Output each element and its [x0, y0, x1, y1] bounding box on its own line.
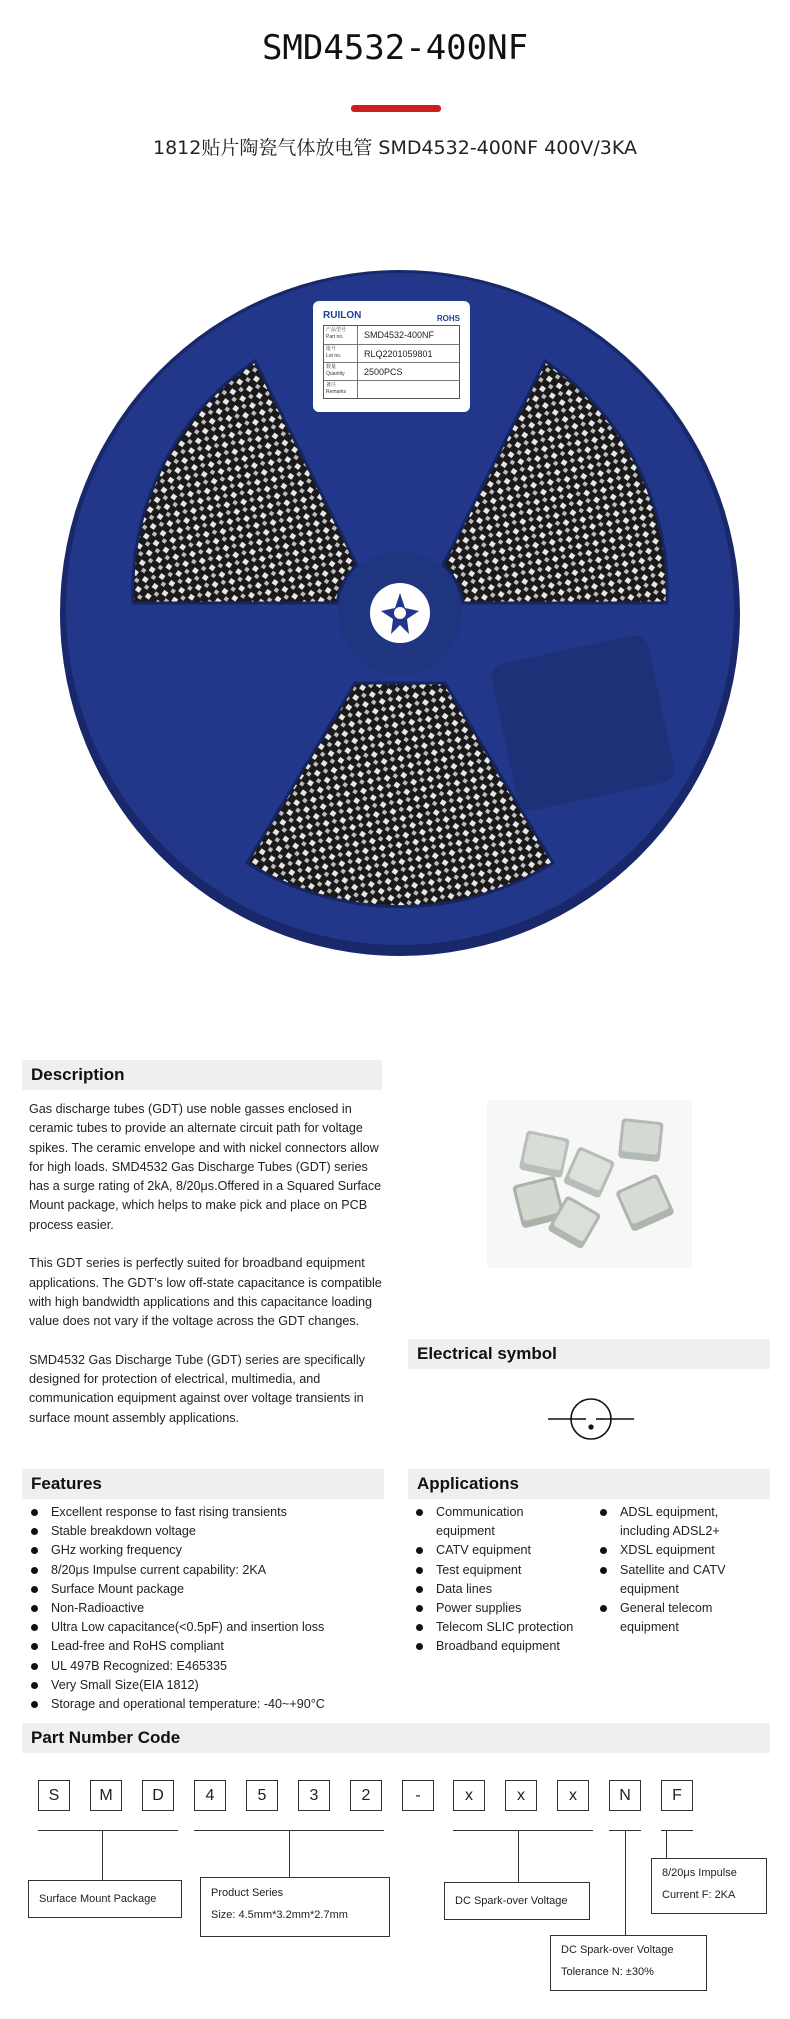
feature-item: Non-Radioactive	[29, 1599, 399, 1618]
application-item: Telecom SLIC protection	[414, 1618, 574, 1637]
part-code-char: 3	[298, 1780, 330, 1811]
series-size: Size: 4.5mm*3.2mm*2.7mm	[211, 1909, 348, 1921]
part-code-char: 5	[246, 1780, 278, 1811]
rohs-mark: ROHS	[436, 313, 460, 323]
features-heading: Features	[22, 1469, 384, 1499]
brand-logo: RUILON	[323, 309, 362, 321]
application-item: Power supplies	[414, 1599, 574, 1618]
impulse-label-box	[651, 1858, 767, 1914]
application-item: XDSL equipment	[598, 1541, 763, 1560]
feature-item: UL 497B Recognized: E465335	[29, 1657, 399, 1676]
application-item: Broadband equipment	[414, 1637, 574, 1656]
part-number-heading: Part Number Code	[22, 1723, 770, 1753]
bracket-line-package	[38, 1830, 178, 1831]
applications-list-right	[598, 1503, 763, 1637]
reel-label-value: RLQ2201059801	[364, 349, 433, 359]
leader-line-voltage	[518, 1830, 519, 1882]
feature-item: 8/20μs Impulse current capability: 2KA	[29, 1561, 399, 1580]
application-item: Communication equipment	[414, 1503, 574, 1541]
bracket-line-voltage	[453, 1830, 593, 1831]
application-item: Satellite and CATV equipment	[598, 1561, 763, 1599]
page-subtitle: 1812贴片陶瓷气体放电管 SMD4532-400NF 400V/3KA	[152, 137, 637, 159]
description-heading: Description	[22, 1060, 382, 1090]
part-code-char: N	[609, 1780, 641, 1811]
description-paragraph: SMD4532 Gas Discharge Tube (GDT) series are specifically designed for protection of electrical, multimedia, and communication equipment against over voltage transients in surface mount assembly applications.	[29, 1352, 365, 1425]
reel-label-table	[323, 325, 460, 399]
impulse-label: 8/20μs Impulse	[662, 1867, 737, 1879]
leader-line-tolerance	[625, 1830, 626, 1938]
part-code-char: 2	[350, 1780, 382, 1811]
description-paragraph: Gas discharge tubes (GDT) use noble gasses enclosed in ceramic tubes to provide an alternate circuit path for voltage spikes. The ceramic envelope and with nickel connectors allow for high loads. SMD4532 Gas Discharge Tubes (GDT) series has a surge rating of 2kA, 8/20μs.Offered in a Squared Surface Mount package, which helps to make pick and place on PCB process easier.	[29, 1102, 382, 1232]
part-code-char: S	[38, 1780, 70, 1811]
applications-list-left	[414, 1503, 574, 1657]
reel-label-key: 产品型号 Part no.	[324, 326, 358, 344]
part-code-char: D	[142, 1780, 174, 1811]
reel-label-value: 2500PCS	[364, 367, 403, 377]
reel-label-row	[324, 326, 459, 344]
page-title: SMD4532-400NF	[261, 28, 529, 68]
feature-item: Lead-free and RoHS compliant	[29, 1637, 399, 1656]
dc-voltage-label-box	[444, 1882, 590, 1920]
gdt-chips-photo	[487, 1100, 692, 1268]
leader-line-series	[289, 1830, 290, 1880]
application-item: General telecom equipment	[598, 1599, 763, 1637]
dc-voltage-label: DC Spark-over Voltage	[455, 1895, 568, 1907]
tolerance-label: DC Spark-over Voltage	[561, 1944, 674, 1956]
series-label-box	[200, 1877, 390, 1937]
part-code-char: x	[453, 1780, 485, 1811]
electrical-symbol-heading: Electrical symbol	[408, 1339, 770, 1369]
gdt-schematic-icon	[548, 1394, 634, 1444]
part-code-char: 4	[194, 1780, 226, 1811]
feature-item: Very Small Size(EIA 1812)	[29, 1676, 399, 1695]
feature-item: Surface Mount package	[29, 1580, 399, 1599]
part-code-char: x	[557, 1780, 589, 1811]
leader-line-package	[102, 1830, 103, 1880]
feature-item: GHz working frequency	[29, 1541, 399, 1560]
package-label: Surface Mount Package	[39, 1893, 157, 1905]
reel-label-key: 备注 Remarks	[324, 381, 358, 398]
tolerance-value: Tolerance N: ±30%	[561, 1966, 654, 1978]
reel-label-row	[324, 380, 459, 398]
part-code-char: M	[90, 1780, 122, 1811]
reel-label-card	[313, 301, 470, 412]
part-code-char: F	[661, 1780, 693, 1811]
application-item: Test equipment	[414, 1561, 574, 1580]
part-code-char: -	[402, 1780, 434, 1811]
description-paragraph: This GDT series is perfectly suited for broadband equipment applications. The GDT’s low off-state capacitance is compatible with high bandwidth applications and this capacitance loading value does not vary if the voltage across the GDT changes.	[29, 1256, 382, 1329]
reel-label-key: 批号 Lot no.	[324, 345, 358, 362]
reel-label-row	[324, 344, 459, 362]
feature-item: Storage and operational temperature: -40~+90°C	[29, 1695, 399, 1714]
reel-label-key: 数量 Quantity	[324, 363, 358, 380]
applications-heading: Applications	[408, 1469, 770, 1499]
reel-label-row	[324, 362, 459, 380]
application-item: Data lines	[414, 1580, 574, 1599]
reel-label-value	[358, 381, 459, 398]
features-list	[29, 1503, 399, 1714]
series-label: Product Series	[211, 1887, 284, 1899]
package-label-box	[28, 1880, 182, 1918]
feature-item: Stable breakdown voltage	[29, 1522, 399, 1541]
description-body	[29, 1100, 389, 1447]
application-item: CATV equipment	[414, 1541, 574, 1560]
part-code-char: x	[505, 1780, 537, 1811]
reel-label-value: SMD4532-400NF	[364, 330, 435, 340]
tolerance-label-box	[550, 1935, 707, 1991]
feature-item: Ultra Low capacitance(<0.5pF) and insertion loss	[29, 1618, 399, 1637]
leader-line-impulse	[666, 1830, 667, 1858]
application-item: ADSL equipment, including ADSL2+	[598, 1503, 763, 1541]
feature-item: Excellent response to fast rising transients	[29, 1503, 399, 1522]
impulse-value: Current F: 2KA	[662, 1889, 736, 1901]
title-accent-bar	[351, 105, 441, 112]
